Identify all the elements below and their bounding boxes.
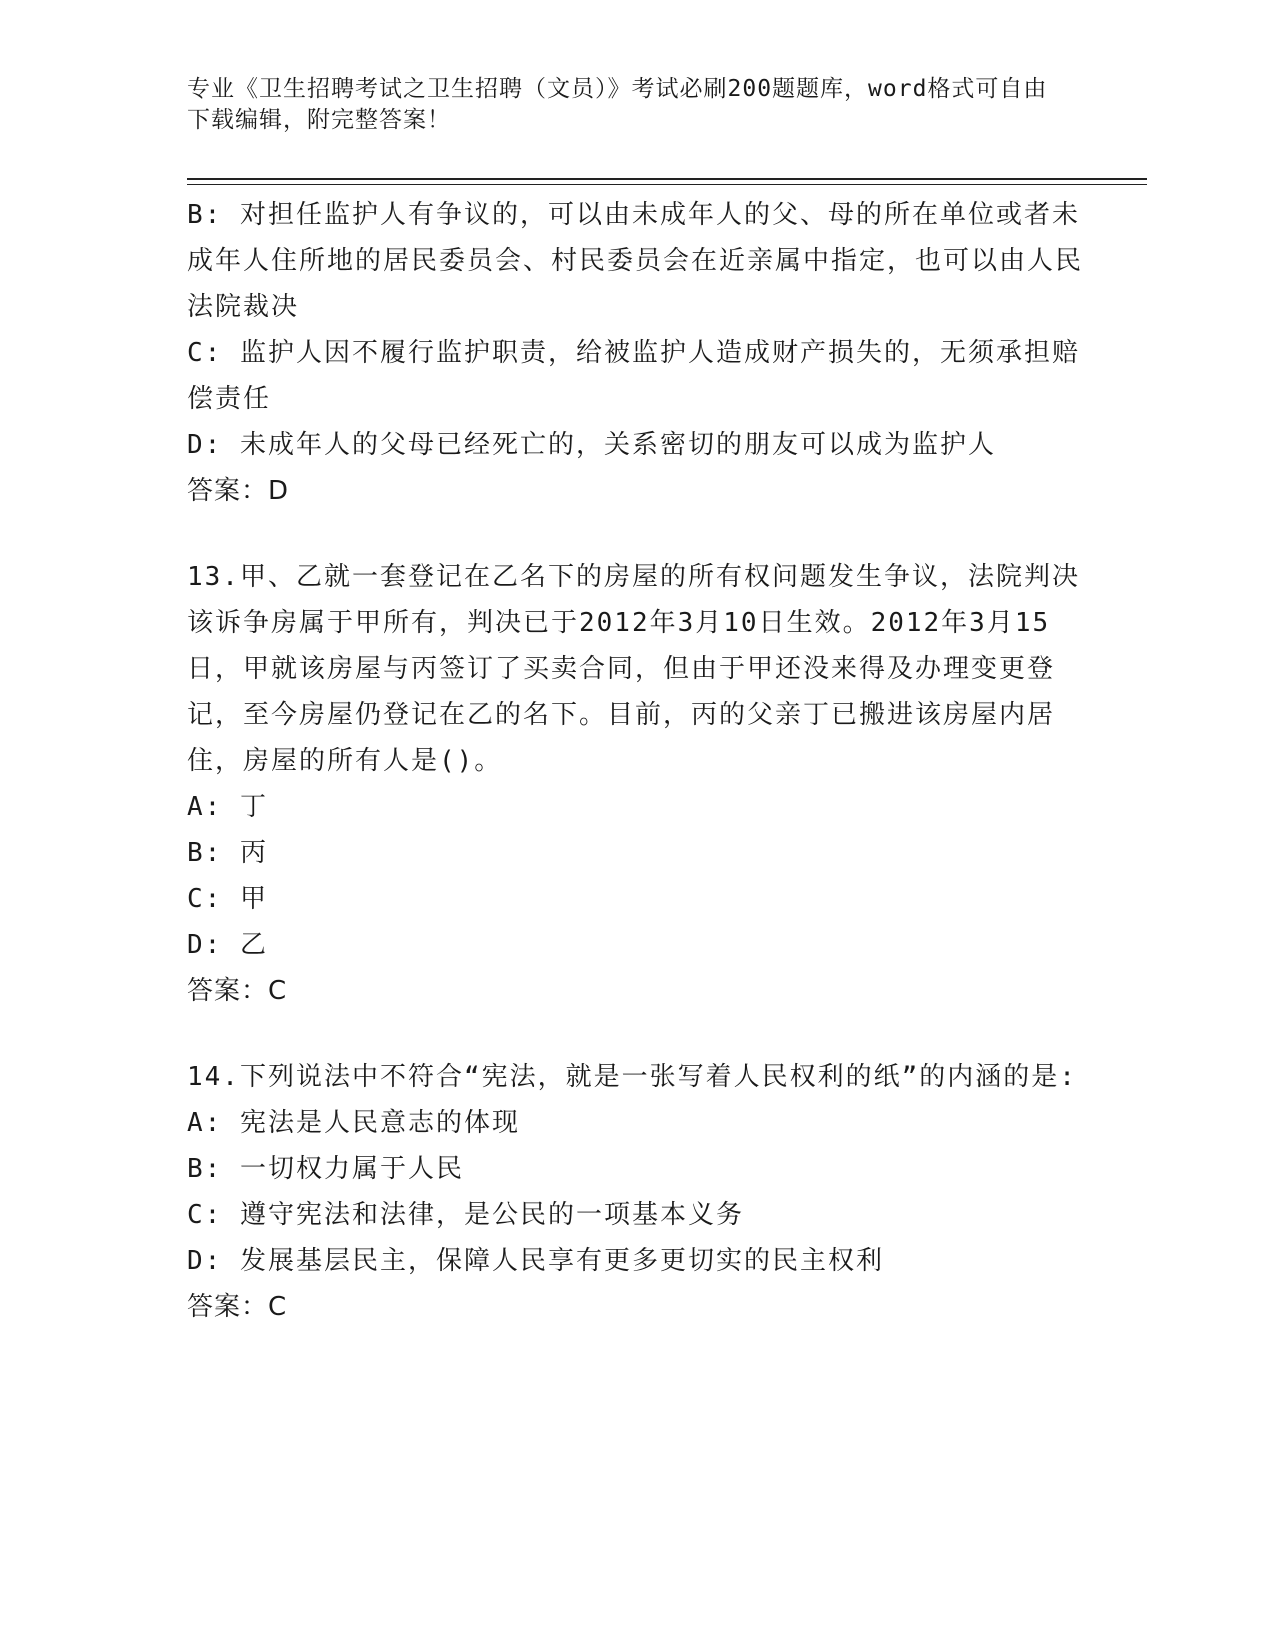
- q13-stem: 13.甲、乙就一套登记在乙名下的房屋的所有权问题发生争议，法院判决该诉争房属于甲所有，判决已于2012年3月10日生效。2012年3月15日，甲就该房屋与丙签订了买卖合同，但由于甲还没来得及办理变更登记，至今房屋仍登记在乙的名下。目前，丙的父亲丁已搬进该房屋内居住，房屋的所有人是()。: [187, 562, 1080, 776]
- question-14: [187, 1054, 1087, 1330]
- header-rule-thick: [187, 178, 1147, 180]
- q14-answer: 答案：C: [187, 1292, 288, 1322]
- q14-stem: 14.下列说法中不符合“宪法，就是一张写着人民权利的纸”的内涵的是:: [187, 1062, 1077, 1092]
- q13-option-a: A: 丁: [187, 792, 268, 822]
- question-13: [187, 554, 1087, 1014]
- q14-option-c: C: 遵守宪法和法律，是公民的一项基本义务: [187, 1200, 744, 1230]
- q14-option-a: A: 宪法是人民意志的体现: [187, 1108, 520, 1138]
- q12-option-b: B: 对担任监护人有争议的，可以由未成年人的父、母的所在单位或者未成年人住所地的居民委员会、村民委员会在近亲属中指定，也可以由人民法院裁决: [187, 200, 1084, 322]
- q14-option-b: B: 一切权力属于人民: [187, 1154, 464, 1184]
- q13-answer: 答案：C: [187, 976, 288, 1006]
- question-12-continued: [187, 192, 1087, 514]
- q13-option-c: C: 甲: [187, 884, 268, 914]
- q12-option-d: D: 未成年人的父母已经死亡的，关系密切的朋友可以成为监护人: [187, 430, 996, 460]
- page-header: 专业《卫生招聘考试之卫生招聘（文员）》考试必刷200题题库，word格式可自由下载编辑，附完整答案！: [187, 76, 1048, 133]
- q14-option-d: D: 发展基层民主，保障人民享有更多更切实的民主权利: [187, 1246, 884, 1276]
- question-content: [187, 192, 1087, 1330]
- q13-option-d: D: 乙: [187, 930, 268, 960]
- q12-option-c: C: 监护人因不履行监护职责，给被监护人造成财产损失的，无须承担赔偿责任: [187, 338, 1080, 414]
- header-rule-thin: [187, 184, 1147, 185]
- q12-answer: 答案：D: [187, 476, 290, 506]
- q13-option-b: B: 丙: [187, 838, 268, 868]
